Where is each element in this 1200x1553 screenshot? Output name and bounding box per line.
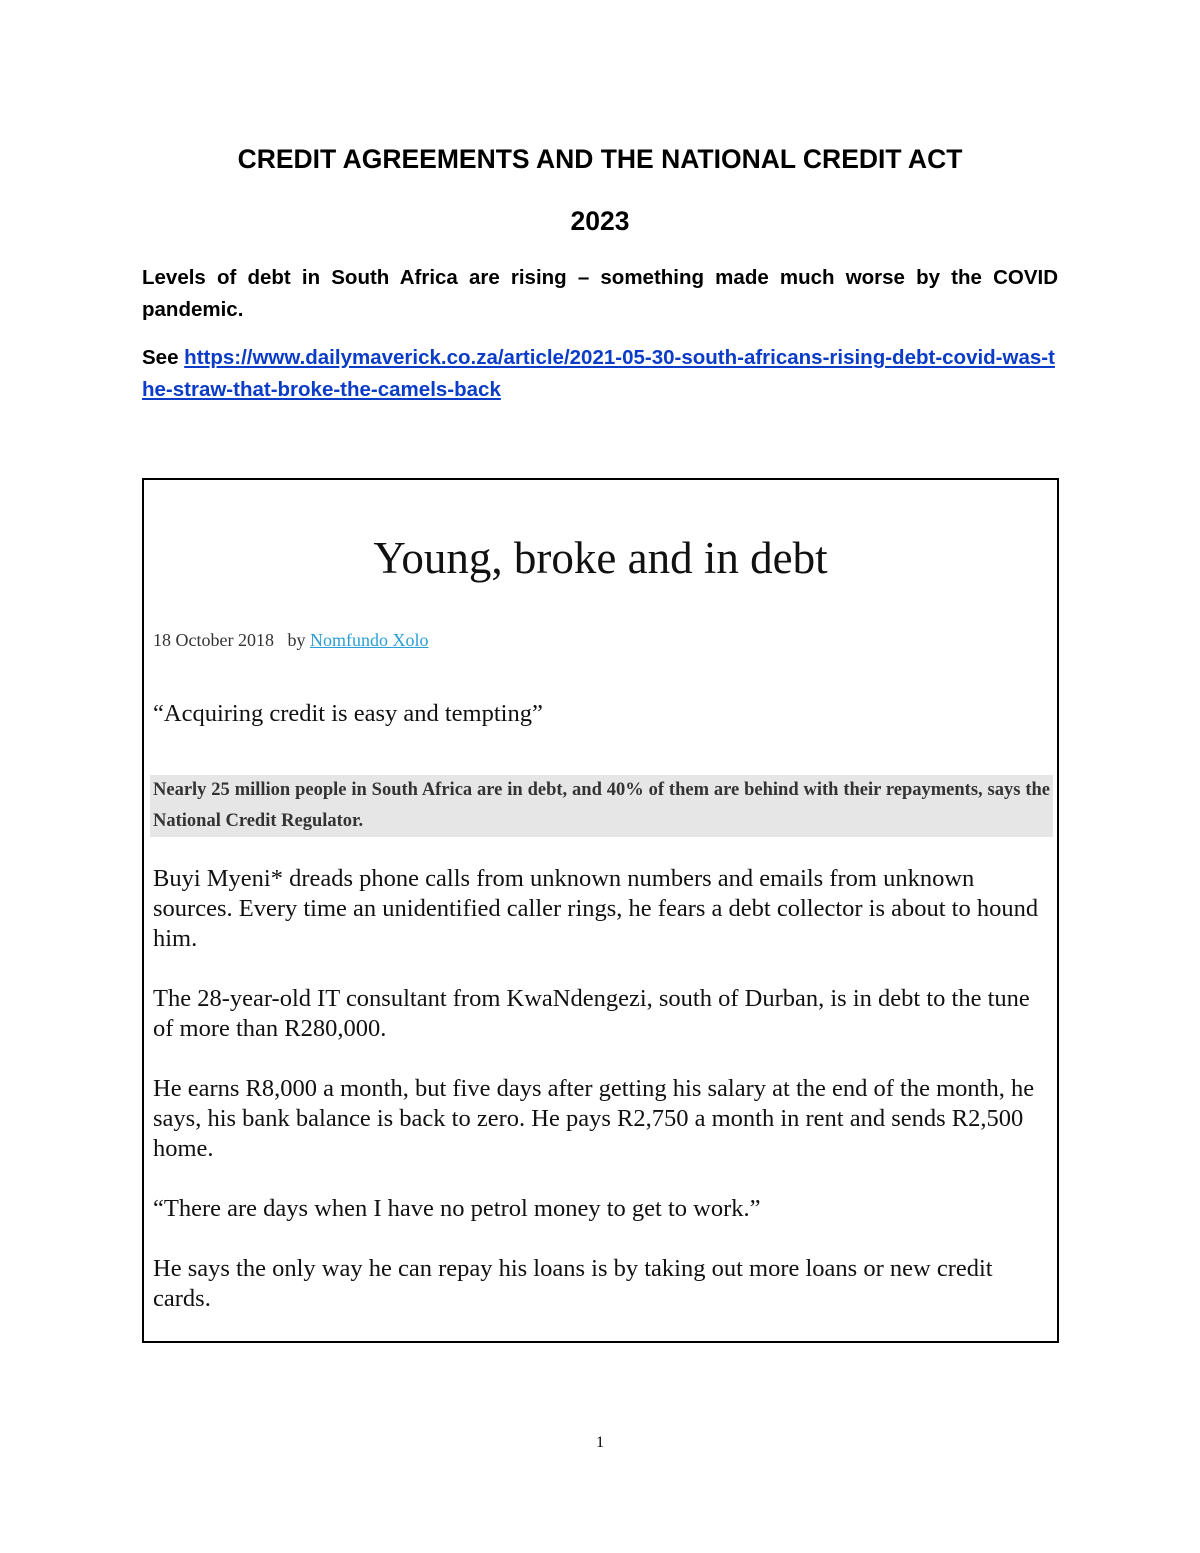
article-excerpt-box [142,478,1059,1343]
page-number: 1 [596,1434,604,1451]
see-reference-line [142,342,1058,406]
article-paragraph: Buyi Myeni* dreads phone calls from unknown numbers and emails from unknown sources. Every time an unidentified caller rings, he fears a debt collector is about to hound him. [153,865,1039,952]
article-paragraph: He earns R8,000 a month, but five days after getting his salary at the end of the month, he says, his bank balance is back to zero. He pays R2,750 a month in rent and sends R2,500 home. [153,1075,1035,1162]
article-byline [153,628,428,652]
article-headline: Young, broke and in debt [373,533,828,583]
article-quote-paragraph: “There are days when I have no petrol money to get to work.” [153,1195,761,1222]
document-year: 2023 [570,206,630,236]
byline-by: by [287,630,306,650]
article-paragraph: The 28-year-old IT consultant from KwaNdengezi, south of Durban, is in debt to the tune of more than R280,000. [153,985,1030,1042]
article-date: 18 October 2018 [153,630,274,650]
document-title: CREDIT AGREEMENTS AND THE NATIONAL CREDIT ACT [237,144,963,174]
article-link[interactable]: https://www.dailymaverick.co.za/article/2021-05-30-south-africans-rising-debt-covid-was-the-straw-that-broke-the-camels-back [142,346,1055,401]
see-prefix: See [142,346,185,369]
intro-paragraph: Levels of debt in South Africa are rising – something made much worse by the COVID pandemic. [142,266,1058,321]
article-paragraph: He says the only way he can repay his loans is by taking out more loans or new credit cards. [153,1255,993,1312]
pull-quote: “Acquiring credit is easy and tempting” [153,700,543,727]
highlighted-summary: Nearly 25 million people in South Africa are in debt, and 40% of them are behind with their repayments, says the National Credit Regulator. [150,775,1053,837]
author-link[interactable]: Nomfundo Xolo [309,630,429,650]
